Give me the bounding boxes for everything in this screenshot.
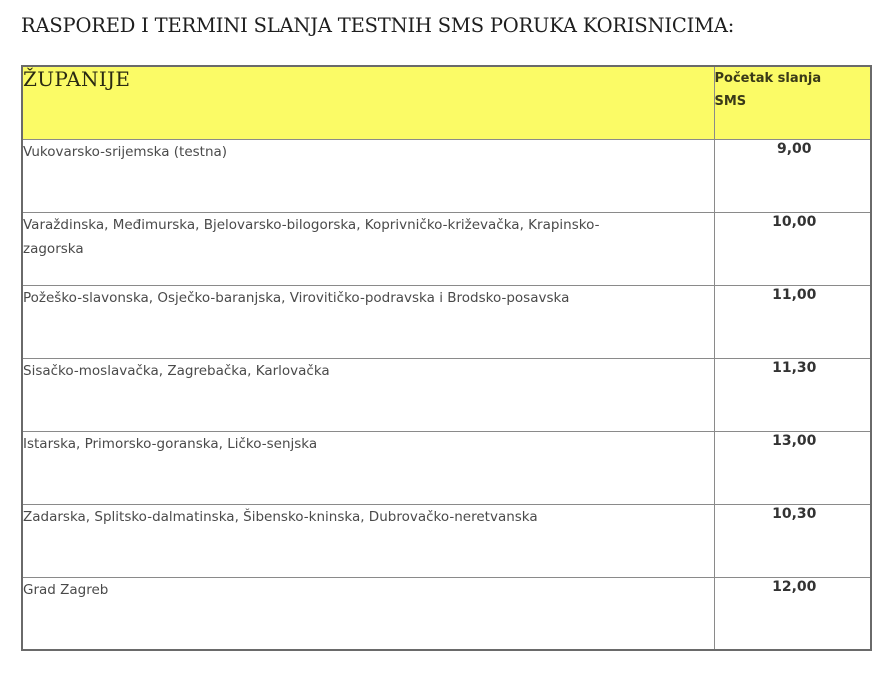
time-value: 10,30	[772, 505, 817, 522]
table-header-row	[22, 66, 871, 139]
zupanije-cell: Istarska, Primorsko-goranska, Ličko-senjska	[22, 431, 714, 504]
table-row	[22, 504, 871, 577]
table-row	[22, 431, 871, 504]
sms-schedule-table	[21, 65, 872, 651]
column-header-zupanije: ŽUPANIJE	[22, 66, 714, 139]
table-row	[22, 577, 871, 650]
time-value: 11,00	[772, 286, 817, 303]
column-header-pocetak-label: Početak slanja SMS	[714, 71, 822, 109]
time-cell	[714, 358, 871, 431]
zupanije-cell: Vukovarsko-srijemska (testna)	[22, 139, 714, 212]
zupanije-cell: Požeško-slavonska, Osječko-baranjska, Virovitičko-podravska i Brodsko-posavska	[22, 285, 714, 358]
page-title: RASPORED I TERMINI SLANJA TESTNIH SMS PORUKA KORISNICIMA:	[21, 14, 735, 37]
time-cell	[714, 431, 871, 504]
zupanije-cell: Varaždinska, Međimurska, Bjelovarsko-bilogorska, Koprivničko-križevačka, Krapinsko-zagorska	[22, 212, 714, 285]
table-row	[22, 358, 871, 431]
time-cell	[714, 577, 871, 650]
time-cell	[714, 212, 871, 285]
time-value: 10,00	[772, 213, 817, 230]
zupanije-cell: Zadarska, Splitsko-dalmatinska, Šibensko-kninska, Dubrovačko-neretvanska	[22, 504, 714, 577]
column-header-pocetak-slanja	[714, 66, 871, 139]
time-value: 13,00	[772, 432, 817, 449]
time-cell	[714, 504, 871, 577]
time-value: 9,00	[776, 140, 812, 157]
zupanije-cell: Grad Zagreb	[22, 577, 714, 650]
zupanije-cell: Sisačko-moslavačka, Zagrebačka, Karlovačka	[22, 358, 714, 431]
table-row	[22, 139, 871, 212]
time-value: 11,30	[772, 359, 817, 376]
time-value: 12,00	[772, 578, 817, 595]
time-cell	[714, 139, 871, 212]
time-cell	[714, 285, 871, 358]
table-row	[22, 212, 871, 285]
table-row	[22, 285, 871, 358]
